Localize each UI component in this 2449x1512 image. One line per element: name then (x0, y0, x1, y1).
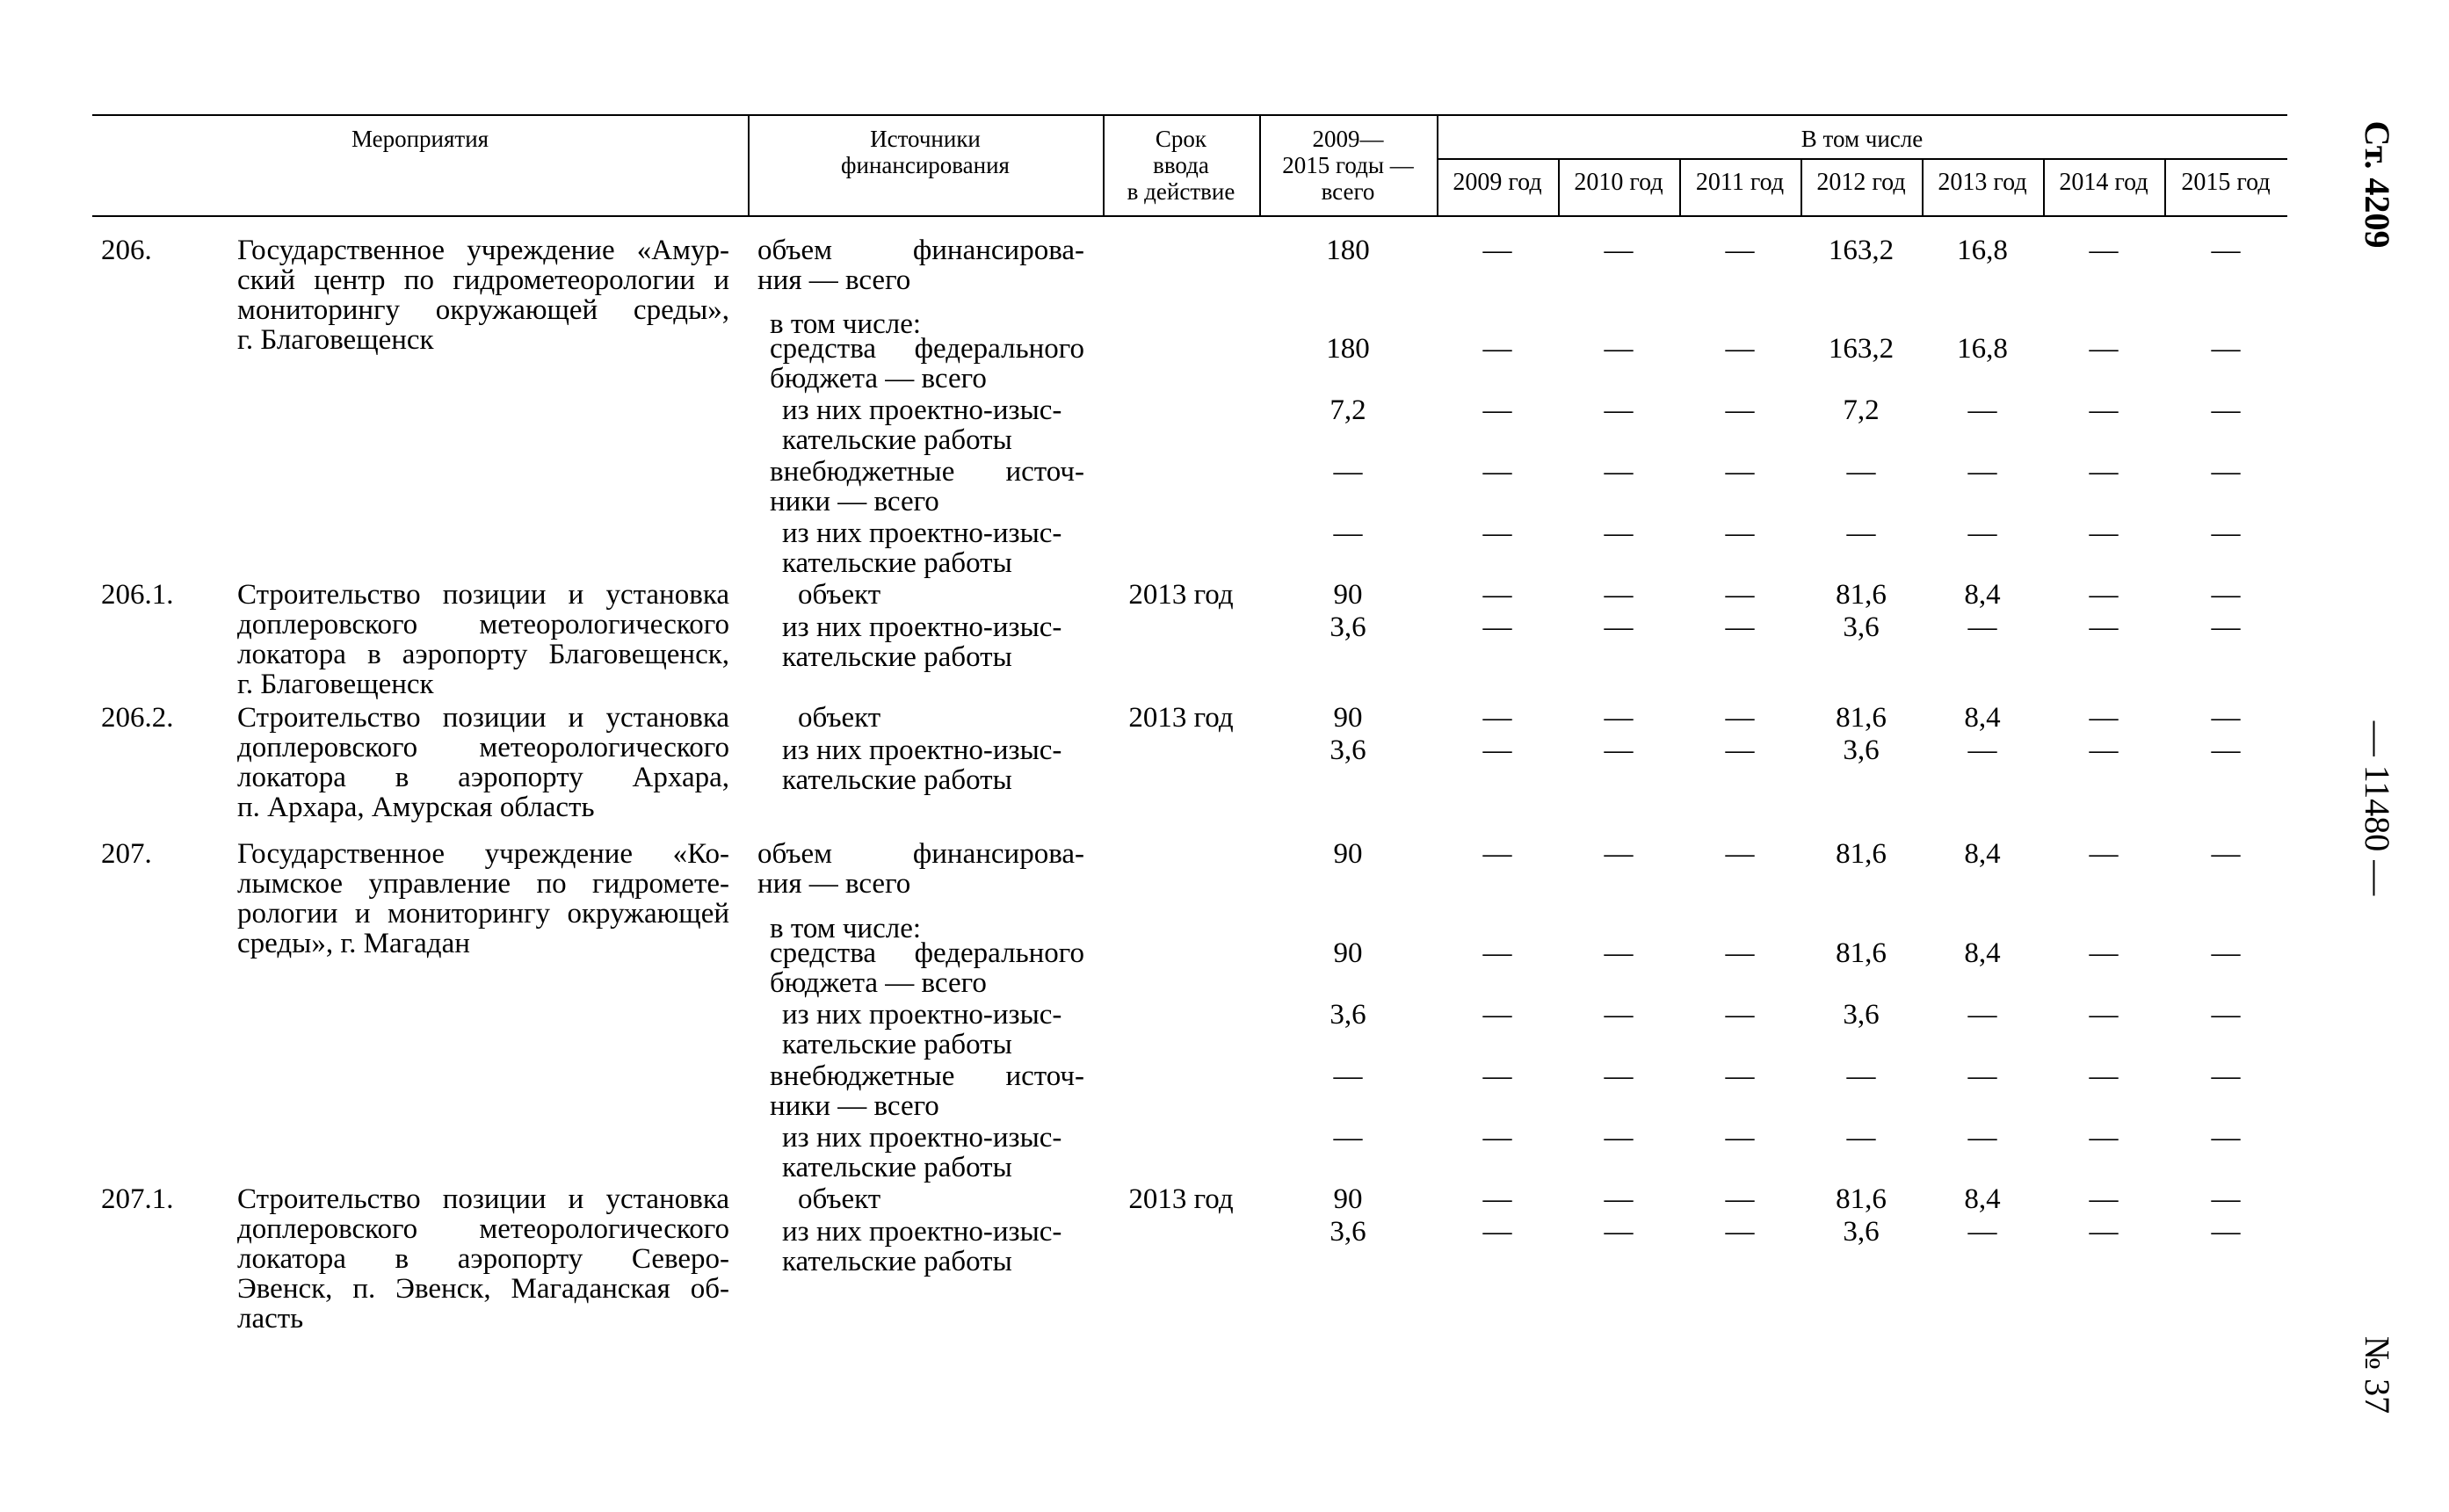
measure-text-line: доплеровского метеорологического (237, 1213, 729, 1245)
year-value: — (2089, 394, 2119, 426)
year-value: — (2089, 456, 2119, 488)
year-value: — (1846, 1122, 1876, 1154)
year-value: — (1482, 937, 1512, 969)
header-including: В том числе (1801, 126, 1924, 152)
year-value: 8,4 (1964, 838, 2001, 870)
total-value: 180 (1326, 333, 1370, 365)
source-text-line: из них проектно-изыс- (782, 734, 1062, 766)
year-value: 16,8 (1957, 235, 2008, 266)
header-sources-line: финансирования (841, 152, 1010, 178)
header-total-line: 2015 годы — (1282, 152, 1414, 178)
year-value: — (1482, 1216, 1512, 1248)
header-term-line: ввода (1153, 152, 1209, 178)
year-value: — (2089, 579, 2119, 611)
issue-number: № 37 (2358, 1335, 2397, 1414)
measure-text-line: локатора в аэропорту Архара, (237, 762, 729, 793)
year-value: — (1482, 611, 1512, 643)
source-text-line: кательские работы (782, 547, 1012, 579)
year-value: — (2211, 579, 2241, 611)
source-text-line: кательские работы (782, 1246, 1012, 1277)
header-total (1259, 126, 1437, 205)
source-text-line: в том числе: (770, 913, 922, 944)
year-value: — (1967, 1216, 1997, 1248)
measure-text-line: Государственное учреждение «Ко- (237, 838, 729, 870)
total-value: 3,6 (1330, 1216, 1366, 1248)
year-value: — (1604, 394, 1634, 426)
header-year: 2013 год (1938, 169, 2027, 196)
year-value: — (1846, 517, 1876, 549)
year-value: 163,2 (1828, 333, 1895, 365)
row-number: 207. (101, 838, 152, 870)
source-text-line: средства федерального (770, 333, 1084, 365)
year-value: — (1725, 611, 1755, 643)
year-value: — (1604, 1183, 1634, 1215)
year-value: — (2211, 1216, 2241, 1248)
year-value: — (2089, 235, 2119, 266)
year-value: — (1482, 1060, 1512, 1092)
header-year: 2010 год (1574, 169, 1663, 196)
total-value: — (1333, 1122, 1363, 1154)
year-value: — (2211, 1122, 2241, 1154)
year-value: — (1967, 1060, 1997, 1092)
year-value: — (1725, 394, 1755, 426)
year-value: — (2089, 999, 2119, 1031)
header-term (1103, 126, 1259, 205)
year-value: — (1846, 456, 1876, 488)
year-value: — (2089, 1122, 2119, 1154)
year-value: — (2211, 235, 2241, 266)
measure-text-line: Строительство позиции и установка (237, 1183, 729, 1215)
year-value: — (2211, 394, 2241, 426)
total-value: 3,6 (1330, 611, 1366, 643)
year-value: — (2089, 1060, 2119, 1092)
measure-text-line: г. Благовещенск (237, 324, 434, 356)
measure-text-line: Строительство позиции и установка (237, 702, 729, 734)
total-value: 90 (1333, 937, 1363, 969)
source-text-line: кательские работы (782, 424, 1012, 456)
row-number: 206. (101, 235, 152, 266)
year-value: 8,4 (1964, 1183, 2001, 1215)
total-value: — (1333, 517, 1363, 549)
source-text-line: бюджета — всего (770, 967, 987, 999)
year-value: — (1967, 734, 1997, 766)
year-value: — (1604, 579, 1634, 611)
year-value: — (2211, 611, 2241, 643)
year-value: — (1967, 456, 1997, 488)
source-text-line: из них проектно-изыс- (782, 999, 1062, 1031)
year-value: — (1967, 517, 1997, 549)
year-value: — (1725, 838, 1755, 870)
total-value: 7,2 (1330, 394, 1366, 426)
year-value: — (2089, 517, 2119, 549)
year-value: — (1604, 611, 1634, 643)
total-value: 3,6 (1330, 734, 1366, 766)
year-value: 7,2 (1843, 394, 1880, 426)
table-top-rule (92, 114, 2287, 116)
year-value: — (1604, 838, 1634, 870)
years-subheader-rule (1437, 158, 2287, 160)
row-number: 206.2. (101, 702, 174, 734)
commissioning-term: 2013 год (1128, 702, 1234, 734)
year-value: 3,6 (1843, 734, 1880, 766)
header-term-line: в действие (1127, 178, 1235, 205)
year-value: — (2211, 838, 2241, 870)
year-value: — (1604, 517, 1634, 549)
year-value: 81,6 (1836, 579, 1887, 611)
measure-text-line: среды», г. Магадан (237, 928, 470, 959)
total-value: 90 (1333, 702, 1363, 734)
year-value: 8,4 (1964, 702, 2001, 734)
year-value: — (2089, 333, 2119, 365)
source-text-line: кательские работы (782, 1029, 1012, 1060)
year-value: — (1482, 999, 1512, 1031)
year-value: — (1725, 456, 1755, 488)
source-text-line: средства федерального (770, 937, 1084, 969)
measure-text-line: лымское управление по гидромете- (237, 868, 729, 900)
year-value: — (2211, 517, 2241, 549)
year-value: 3,6 (1843, 999, 1880, 1031)
source-text-line: кательские работы (782, 764, 1012, 796)
year-value: — (1604, 1122, 1634, 1154)
year-value: 3,6 (1843, 1216, 1880, 1248)
year-value: — (1482, 734, 1512, 766)
header-measures: Мероприятия (351, 126, 489, 152)
year-value: — (2211, 1060, 2241, 1092)
year-value: — (1725, 999, 1755, 1031)
measure-text-line: доплеровского метеорологического (237, 732, 729, 763)
commissioning-term: 2013 год (1128, 579, 1234, 611)
source-text-line: ния — всего (757, 868, 911, 900)
total-value: 90 (1333, 579, 1363, 611)
total-value: — (1333, 456, 1363, 488)
header-sources-line: Источники (870, 126, 981, 152)
source-text-line: объект (798, 702, 881, 734)
year-value: — (2089, 1183, 2119, 1215)
header-bottom-rule (92, 215, 2287, 217)
year-value: — (1482, 517, 1512, 549)
header-year: 2015 год (2181, 169, 2271, 196)
year-value: 3,6 (1843, 611, 1880, 643)
year-value: — (1967, 999, 1997, 1031)
source-text-line: из них проектно-изыс- (782, 1122, 1062, 1154)
year-value: — (1482, 333, 1512, 365)
year-value: — (2089, 611, 2119, 643)
year-value: — (1725, 517, 1755, 549)
source-text-line: объем финансирова- (757, 838, 1084, 870)
measure-text-line: рологии и мониторингу окружающей (237, 898, 729, 930)
header-total-line: 2009— (1312, 126, 1384, 152)
year-value: — (1604, 1216, 1634, 1248)
year-value: 81,6 (1836, 1183, 1887, 1215)
year-value: — (1725, 702, 1755, 734)
source-text-line: объект (798, 1183, 881, 1215)
source-text-line: внебюджетные источ- (770, 1060, 1084, 1092)
year-value: — (1482, 456, 1512, 488)
year-value: — (2211, 702, 2241, 734)
header-year: 2014 год (2059, 169, 2148, 196)
total-value: 90 (1333, 838, 1363, 870)
source-text-line: внебюджетные источ- (770, 456, 1084, 488)
year-value: — (1604, 235, 1634, 266)
source-text-line: объект (798, 579, 881, 611)
source-text-line: бюджета — всего (770, 363, 987, 394)
year-value: — (1482, 1122, 1512, 1154)
header-term-line: Срок (1155, 126, 1207, 152)
year-value: — (1967, 611, 1997, 643)
year-value: — (1725, 1060, 1755, 1092)
measure-text-line: локатора в аэропорту Благовещенск, (237, 639, 729, 670)
year-value: — (1725, 333, 1755, 365)
row-number: 206.1. (101, 579, 174, 611)
year-value: — (2211, 999, 2241, 1031)
measure-text-line: Строительство позиции и установка (237, 579, 729, 611)
source-text-line: из них проектно-изыс- (782, 394, 1062, 426)
source-text-line: из них проектно-изыс- (782, 517, 1062, 549)
year-value: 16,8 (1957, 333, 2008, 365)
year-value: — (2211, 333, 2241, 365)
year-value: — (1482, 1183, 1512, 1215)
total-value: 180 (1326, 235, 1370, 266)
source-text-line: из них проектно-изыс- (782, 1216, 1062, 1248)
year-value: — (2089, 937, 2119, 969)
year-value: — (1604, 937, 1634, 969)
year-value: 8,4 (1964, 937, 2001, 969)
total-value: — (1333, 1060, 1363, 1092)
year-value: — (1725, 734, 1755, 766)
year-value: 163,2 (1828, 235, 1895, 266)
source-text-line: ния — всего (757, 264, 911, 296)
measure-text-line: Эвенск, п. Эвенск, Магаданская об- (237, 1273, 729, 1305)
source-text-line: кательские работы (782, 1152, 1012, 1183)
header-year: 2012 год (1816, 169, 1906, 196)
year-value: — (2211, 456, 2241, 488)
year-value: — (1604, 734, 1634, 766)
year-value: — (1482, 579, 1512, 611)
source-text-line: из них проектно-изыс- (782, 611, 1062, 643)
page-number: — 11480 — (2358, 720, 2397, 896)
year-value: — (2211, 734, 2241, 766)
measure-text-line: ласть (237, 1303, 304, 1335)
measure-text-line: ский центр по гидрометеорологии и (237, 264, 729, 296)
year-value: 81,6 (1836, 937, 1887, 969)
year-value: — (2089, 1216, 2119, 1248)
year-value: — (1967, 394, 1997, 426)
year-value: — (1725, 937, 1755, 969)
row-number: 207.1. (101, 1183, 174, 1215)
header-year: 2011 год (1695, 169, 1785, 196)
year-value: — (1725, 1183, 1755, 1215)
source-text-line: ники — всего (770, 1090, 939, 1122)
year-value: — (1604, 333, 1634, 365)
page-reference: Ст. 4209 (2358, 120, 2397, 249)
year-value: 81,6 (1836, 838, 1887, 870)
header-year: 2009 год (1453, 169, 1542, 196)
measure-text-line: мониторингу окружающей среды», (237, 294, 729, 326)
year-value: — (2089, 734, 2119, 766)
header-total-line: всего (1321, 178, 1375, 205)
year-value: — (2211, 937, 2241, 969)
source-text-line: в том числе: (770, 308, 922, 340)
measure-text-line: Государственное учреждение «Амур- (237, 235, 729, 266)
measure-text-line: локатора в аэропорту Северо- (237, 1243, 729, 1275)
year-value: — (2089, 838, 2119, 870)
year-value: — (1725, 579, 1755, 611)
source-text-line: ники — всего (770, 486, 939, 517)
measure-text-line: г. Благовещенск (237, 669, 434, 700)
measure-text-line: п. Архара, Амурская область (237, 792, 595, 823)
year-value: — (1725, 235, 1755, 266)
year-value: — (2089, 702, 2119, 734)
year-value: — (1604, 456, 1634, 488)
commissioning-term: 2013 год (1128, 1183, 1234, 1215)
measure-text-line: доплеровского метеорологического (237, 609, 729, 640)
year-value: — (1725, 1122, 1755, 1154)
header-sources (748, 126, 1103, 178)
year-value: — (2211, 1183, 2241, 1215)
source-text-line: кательские работы (782, 641, 1012, 673)
year-value: 8,4 (1964, 579, 2001, 611)
year-value: 81,6 (1836, 702, 1887, 734)
year-value: — (1604, 702, 1634, 734)
year-value: — (1482, 235, 1512, 266)
year-value: — (1604, 999, 1634, 1031)
year-value: — (1846, 1060, 1876, 1092)
year-value: — (1604, 1060, 1634, 1092)
year-value: — (1967, 1122, 1997, 1154)
year-value: — (1482, 394, 1512, 426)
source-text-line: объем финансирова- (757, 235, 1084, 266)
year-value: — (1725, 1216, 1755, 1248)
year-value: — (1482, 838, 1512, 870)
total-value: 3,6 (1330, 999, 1366, 1031)
year-value: — (1482, 702, 1512, 734)
total-value: 90 (1333, 1183, 1363, 1215)
